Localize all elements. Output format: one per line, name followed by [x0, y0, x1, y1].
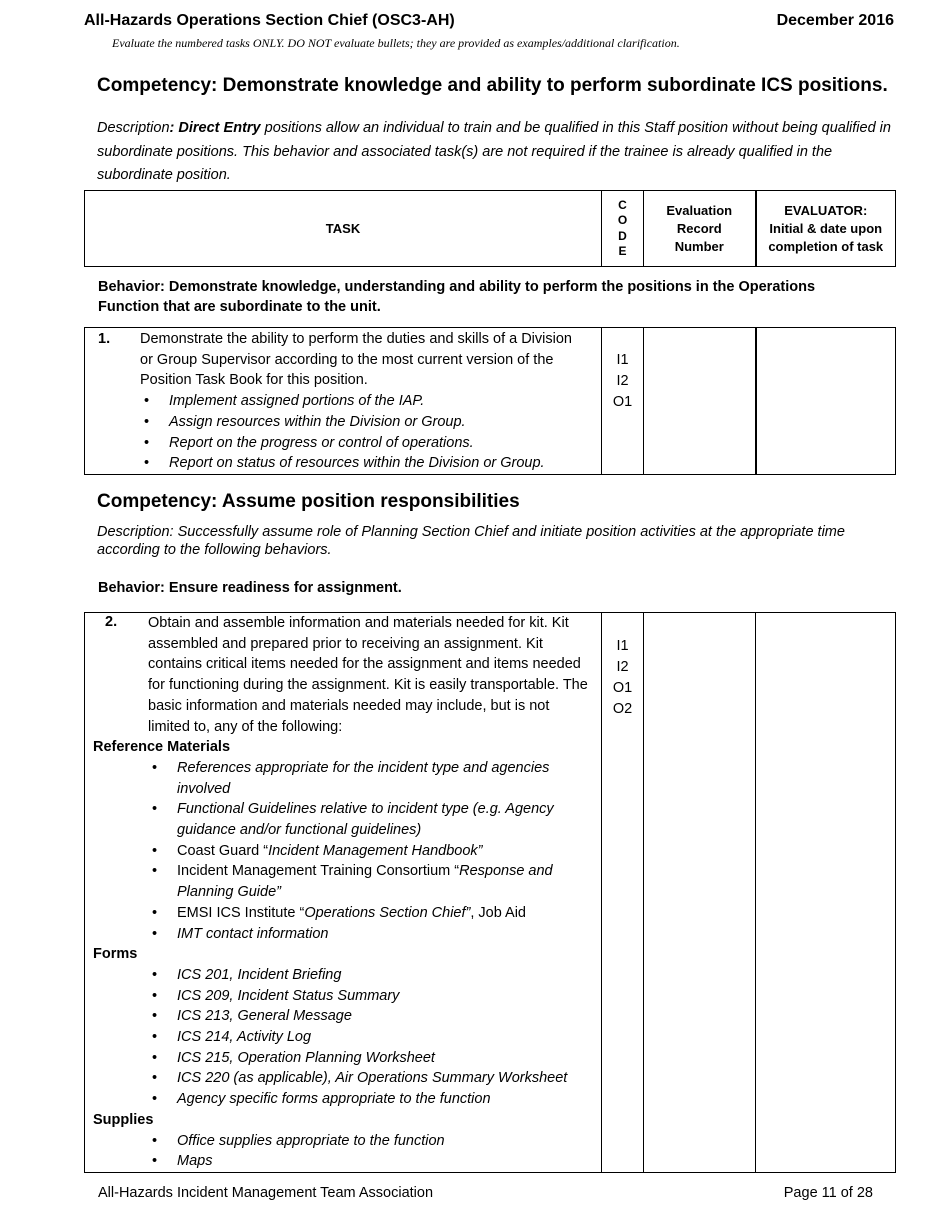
task-column-header: TASK — [85, 191, 602, 267]
competency-1-description: Description: Direct Entry positions allow an individual to train and be qualified in this Staff position without being qualified in subordinate positions. This behavior and associated task(s) are not required if the trainee is already qualified in the subordinate position. — [97, 120, 891, 183]
evaluation-record-column-header: Evaluation Record Number — [644, 191, 756, 267]
behavior-2: Behavior: Ensure readiness for assignment. — [98, 580, 402, 596]
task-2-codes: I1 I2 O1 O2 — [602, 613, 644, 1173]
competency-2-description: Description: Successfully assume role of Planning Section Chief and initiate position activities at the appropriate time according to the following behaviors. — [97, 524, 845, 558]
reference-item: • Functional Guidelines relative to incident type (e.g. Agency guidance and/or functional guidelines) — [177, 799, 595, 840]
reference-item: • IMT contact information — [177, 924, 595, 945]
task-2-table — [84, 612, 896, 1173]
task-2-evaluator-field[interactable] — [756, 613, 896, 1173]
reference-item: • EMSI ICS Institute “Operations Section Chief”, Job Aid — [177, 903, 595, 924]
task-1-evaluator-field[interactable] — [756, 328, 896, 475]
supply-item: • Office supplies appropriate to the function — [177, 1131, 595, 1152]
task-1-bullet: • Assign resources within the Division or Group. — [169, 412, 573, 433]
forms-heading: Forms — [93, 946, 138, 963]
evaluator-column-header: EVALUATOR: Initial & date upon completion of task — [756, 191, 896, 267]
task-1-bullet: • Implement assigned portions of the IAP. — [169, 391, 573, 412]
task-1-number: 1. — [98, 331, 111, 347]
code-column-header: C O D E — [602, 191, 644, 267]
task-1-bullet: • Report on the progress or control of operations. — [169, 433, 573, 454]
form-item: • Agency specific forms appropriate to the function — [177, 1089, 595, 1110]
form-item: • ICS 201, Incident Briefing — [177, 965, 595, 986]
supplies-heading: Supplies — [93, 1111, 154, 1128]
evaluation-note: Evaluate the numbered tasks ONLY. DO NOT evaluate bullets; they are provided as examples/additional clarification. — [112, 36, 680, 50]
reference-item: • Coast Guard “Incident Management Handbook” — [177, 841, 595, 862]
form-item: • ICS 215, Operation Planning Worksheet — [177, 1048, 595, 1069]
task-2-text: Obtain and assemble information and materials needed for kit. Kit assembled and prepared prior to receiving an assignment. Kit contains critical items needed for the assignment and items needed for functioning during the assignment. Kit is easily transportable. The basic information and materials needed may include, but is not limited to, any of the following: — [148, 615, 588, 735]
task-1-codes: I1 I2 O1 — [602, 328, 644, 475]
form-item: • ICS 213, General Message — [177, 1006, 595, 1027]
task-2-evaluation-record-field[interactable] — [644, 613, 756, 1173]
task-1-cell — [85, 328, 602, 475]
behavior-1: Behavior: Demonstrate knowledge, understanding and ability to perform the positions in the Operations Function that are subordinate to the unit. — [98, 279, 816, 315]
competency-1-title: Competency: Demonstrate knowledge and ability to perform subordinate ICS positions. — [97, 75, 888, 96]
task-2-number: 2. — [105, 614, 118, 630]
page-number: Page 11 of 28 — [783, 1185, 873, 1201]
task-1-bullet: • Report on status of resources within the Division or Group. — [169, 453, 573, 474]
form-item: • ICS 220 (as applicable), Air Operations Summary Worksheet — [177, 1068, 595, 1089]
footer-organization: All-Hazards Incident Management Team Association — [98, 1185, 434, 1201]
form-item: • ICS 209, Incident Status Summary — [177, 986, 595, 1007]
competency-2-title: Competency: Assume position responsibilities — [97, 491, 520, 512]
task-2-cell — [85, 613, 602, 1173]
task-header-table — [84, 190, 896, 267]
reference-item: • References appropriate for the incident type and agencies involved — [177, 758, 595, 799]
task-1-text: Demonstrate the ability to perform the duties and skills of a Division or Group Supervisor according to the most current version of the Position Task Book for this position. — [140, 331, 572, 389]
reference-item: • Incident Management Training Consortium “Response and Planning Guide” — [177, 861, 595, 902]
supply-item: • Maps — [177, 1151, 595, 1172]
document-date: December 2016 — [776, 12, 894, 29]
task-1-table — [84, 327, 896, 475]
reference-materials-heading: Reference Materials — [93, 739, 231, 756]
form-item: • ICS 214, Activity Log — [177, 1027, 595, 1048]
task-1-evaluation-record-field[interactable] — [644, 328, 756, 475]
document-title: All-Hazards Operations Section Chief (OSC3-AH) — [84, 12, 455, 29]
